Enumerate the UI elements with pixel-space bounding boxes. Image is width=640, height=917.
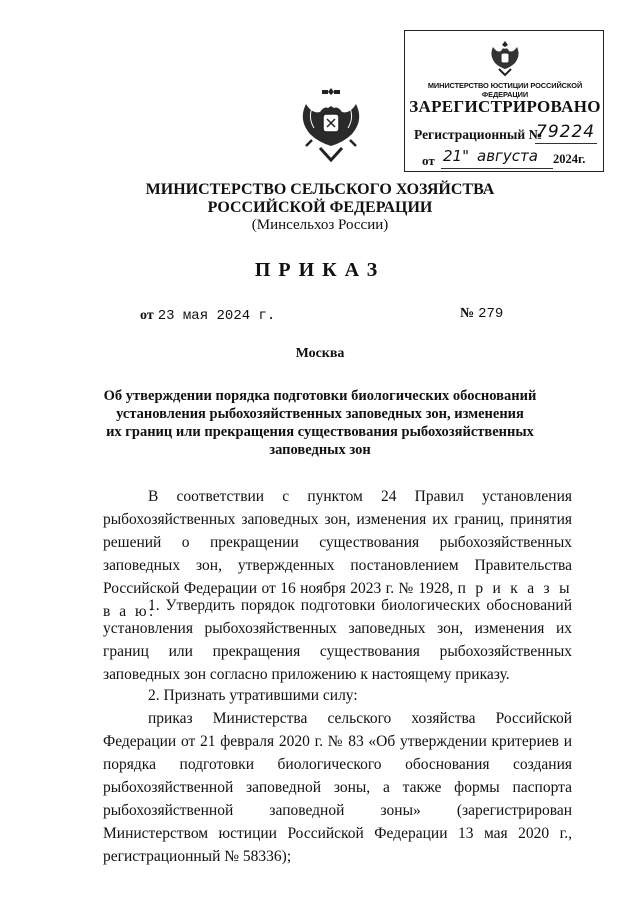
stamp-date-month: августа [477,147,538,165]
title-line2: установления рыбохозяйственных заповедных зон, изменения [116,406,524,422]
document-date [140,306,275,324]
date-label: от [140,308,154,323]
number-value: 279 [478,306,504,322]
title-line1: Об утверждении порядка подготовки биологических обоснований [103,388,537,404]
stamp-date-prefix: от [422,153,435,168]
stamp-regno-underline [535,143,597,144]
item2-text-paragraph: приказ Министерства сельского хозяйства Российской Федерации от 21 февраля 2020 г. № 83 «Об утверждении критериев и порядка подготовки биологического обоснования создания рыбохозяйственной заповедной зоны, а также формы паспорта рыбохозяйственной заповедной зоны» (зарегистрирован Министерством юстиции Российской Федерации 13 мая 2020 г., регистрационный № 58336); [103,710,572,865]
date-value: 23 мая 2024 г. [157,308,276,324]
ministry-short-name: (Минсельхоз России) [251,217,389,233]
item2-paragraph: 2. Признать утратившими силу: [148,687,358,704]
document-type: ПРИКАЗ [254,259,386,281]
coat-of-arms-icon [298,86,364,164]
coat-of-arms-icon [487,37,523,77]
preamble-text: В соответствии с пунктом 24 Правил установления рыбохозяйственных заповедных зон, изменения их границ, принятия решений о прекращении существования рыбохозяйственных заповедных зон, утвержденных постановлением Правительства Российской Федерации от 16 ноября 2023 г. № 1928, [103,488,572,597]
ministry-name-line1: МИНИСТЕРСТВО СЕЛЬСКОГО ХОЗЯЙСТВА [145,181,495,198]
stamp-date-year: 2024г. [553,152,586,166]
city: Москва [295,346,345,361]
stamp-registered-label: ЗАРЕГИСТРИРОВАНО [409,97,601,116]
stamp-ministry-name: МИНИСТЕРСТВО ЮСТИЦИИ РОССИЙСКОЙ ФЕДЕРАЦИИ [427,81,583,99]
title-line3: их границ или прекращения существования рыбохозяйственных [106,424,534,440]
number-label: № [460,306,475,321]
order-word: п р и к а з ы в а ю: [103,580,573,620]
registration-stamp [404,30,604,172]
stamp-regno-label: Регистрационный № [414,127,543,142]
ministry-name-line2: РОССИЙСКОЙ ФЕДЕРАЦИИ [207,199,433,216]
title-line4: заповедных зон [269,442,371,458]
stamp-regno-value: 79224 [536,122,596,142]
stamp-date-day: 21" [443,147,469,165]
item1-paragraph: 1. Утвердить порядок подготовки биологических обоснований установления рыбохозяйственных заповедных зон, изменения их границ или прекращения существования рыбохозяйственных заповедных зон согласно приложению к настоящему приказу. [103,597,572,683]
stamp-date-underline [441,168,553,169]
document-number [460,304,503,322]
